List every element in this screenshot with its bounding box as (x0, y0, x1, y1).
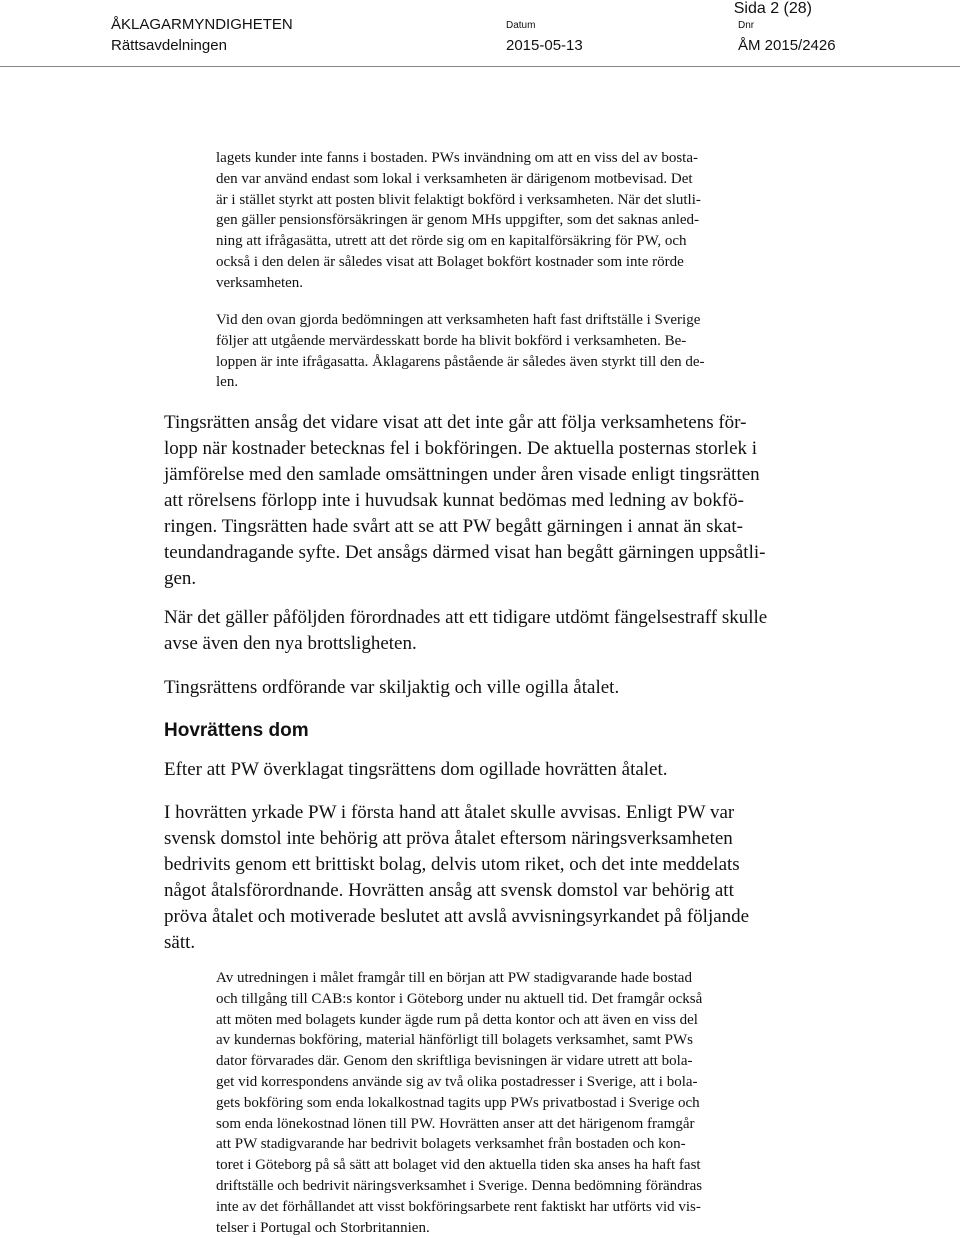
paragraph-line: gen. (164, 568, 197, 589)
quote-line: är i stället styrkt att posten blivit felaktigt bokförd i verksamheten. När det slutli- (216, 191, 701, 208)
paragraph-5 (164, 800, 824, 956)
paragraph-3 (164, 675, 824, 701)
dnr-number: ÅM 2015/2426 (738, 37, 836, 54)
quote-line: verksamheten. (216, 274, 304, 291)
quote-line: att möten med bolagets kunder ägde rum på detta kontor och att även en viss del (216, 1011, 698, 1028)
quote-line: len. (216, 374, 239, 391)
quote-line: den var använd endast som lokal i verksamheten är därigenom motbevisad. Det (216, 170, 693, 187)
quote-line: också i den delen är således visat att Bolaget bokfört kostnader som inte rörde (216, 253, 684, 270)
quote-line: som enda lönekostnad lönen till PW. Hovrätten anser att det härigenom framgår (216, 1115, 695, 1132)
paragraph-line: pröva åtalet och motiverade beslutet att avslå avvisningsyrkandet på följande (164, 906, 750, 927)
quote-block-1 (216, 148, 782, 294)
quote-line: dator förvarades där. Genom den skriftliga bevisningen är vidare utrett att bola- (216, 1053, 693, 1070)
quote-line: telser i Portugal och Storbritannien. (216, 1219, 430, 1236)
paragraph-line: bedrivits genom ett brittiskt bolag, delvis utom riket, och det inte meddelats (164, 854, 740, 875)
quote-block-3 (216, 968, 782, 1238)
dnr-label: Dnr (738, 20, 755, 31)
paragraph-line: I hovrätten yrkade PW i första hand att åtalet skulle avvisas. Enligt PW var (164, 802, 735, 823)
paragraph-2 (164, 605, 824, 657)
document-date: 2015-05-13 (506, 37, 583, 54)
quote-line: Av utredningen i målet framgår till en början att PW stadigvarande hade bostad (216, 970, 692, 986)
paragraph-line: sätt. (164, 932, 196, 953)
quote-line: loppen är inte ifrågasatta. Åklagarens påstående är således även styrkt till den de- (216, 353, 705, 370)
quote-line: get vid korrespondens använde sig av två olika postadresser i Sverige, att i bola- (216, 1073, 698, 1090)
quote-line: av kundernas bokföring, material hänförligt till bolagets verksamhet, samt PWs (216, 1032, 693, 1049)
section-heading: Hovrättens dom (164, 720, 309, 741)
paragraph-line: Efter att PW överklagat tingsrättens dom ogillade hovrätten åtalet. (164, 759, 668, 780)
quote-line: lagets kunder inte fanns i bostaden. PWs invändning om att en viss del av bosta- (216, 150, 698, 166)
quote-line: följer att utgående mervärdesskatt borde ha blivit bokförd i verksamheten. Be- (216, 332, 687, 349)
paragraph-line: jämförelse med den samlade omsättningen under åren visade enligt tingsrätten (164, 464, 760, 485)
paragraph-line: något åtalsförordnande. Hovrätten ansåg att svensk domstol var behörig att (164, 880, 734, 901)
paragraph-line: När det gäller påföljden förordnades att ett tidigare utdömt fängelsestraff skulle (164, 607, 768, 628)
paragraph-line: Tingsrätten ansåg det vidare visat att det inte går att följa verksamhetens för- (164, 412, 747, 433)
paragraph-line: ringen. Tingsrätten hade svårt att se att PW begått gärningen i annat än skat- (164, 516, 744, 537)
quote-line: driftställe och bedrivit näringsverksamhet i Sverige. Denna bedömning förändras (216, 1177, 703, 1194)
paragraph-line: teundandragande syfte. Det ansågs därmed visat han begått gärningen uppsåtli- (164, 542, 766, 563)
page-number: Sida 2 (28) (733, 0, 812, 17)
paragraph-line: svensk domstol inte behörig att pröva åtalet eftersom näringsverksamheten (164, 828, 733, 849)
department-name: Rättsavdelningen (111, 37, 227, 54)
quote-line: gets bokföring som enda lokalkostnad tagits upp PWs privatbostad i Sverige och (216, 1094, 700, 1111)
quote-line: Vid den ovan gjorda bedömningen att verksamheten haft fast driftställe i Sverige (216, 312, 701, 328)
paragraph-line: att rörelsens förlopp inte i huvudsak kunnat bedömas med ledning av bokfö- (164, 490, 744, 511)
quote-line: toret i Göteborg på så sätt att bolaget vid den aktuella tiden ska anses ha haft fast (216, 1157, 701, 1174)
quote-line: ning att ifrågasätta, utrett att det rörde sig om en kapitalförsäkring för PW, och (216, 233, 687, 250)
paragraph-line: lopp när kostnader betecknas fel i bokföringen. De aktuella posternas storlek i (164, 438, 758, 459)
quote-line: att PW stadigvarande har bedrivit bolagets verksamhet från bostaden och kon- (216, 1136, 686, 1153)
date-label: Datum (506, 20, 536, 31)
quote-line: och tillgång till CAB:s kontor i Göteborg under nu aktuell tid. Det framgår också (216, 990, 703, 1007)
quote-line: gen gäller pensionsförsäkringen är genom MHs uppgifter, som det saknas anled- (216, 212, 700, 229)
paragraph-1 (164, 410, 824, 592)
quote-block-2 (216, 310, 782, 393)
quote-line: inte av det förhållandet att visst bokföringsarbete rent faktiskt har utförts vid vis- (216, 1198, 701, 1215)
paragraph-line: avse även den nya brottsligheten. (164, 633, 417, 654)
organization-name: ÅKLAGARMYNDIGHETEN (111, 16, 293, 33)
header-divider (0, 66, 960, 67)
paragraph-4 (164, 757, 824, 783)
paragraph-line: Tingsrättens ordförande var skiljaktig och ville ogilla åtalet. (164, 677, 620, 698)
